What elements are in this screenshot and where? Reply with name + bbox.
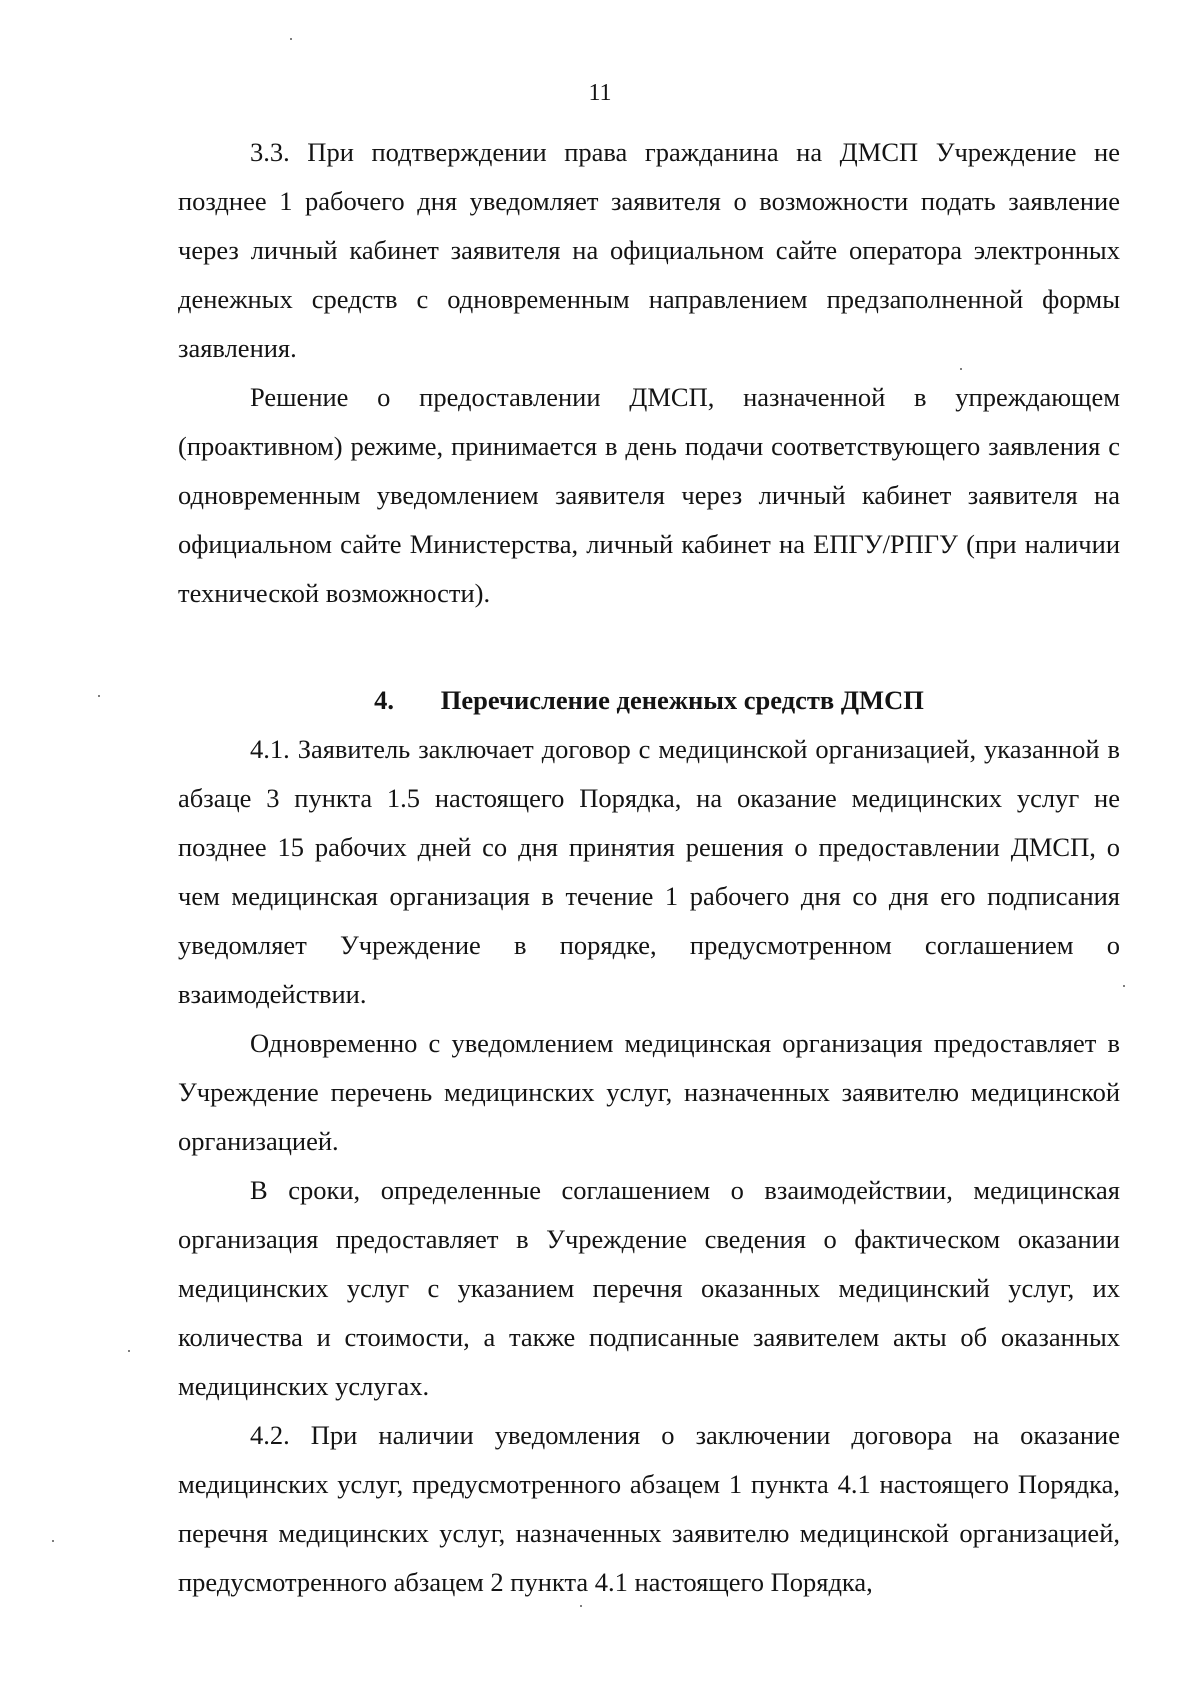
paragraph-4-2: 4.2. При наличии уведомления о заключении договора на оказание медицинских услуг, предусмотренного абзацем 1 пункта 4.1 настоящего Порядка, перечня медицинских услуг, назначенных заявителю медицинской организацией, предусмотренного абзацем 2 пункта 4.1 настоящего Порядка, — [178, 1420, 1120, 1597]
paragraph-actual-services: В сроки, определенные соглашением о взаимодействии, медицинская организация предоставляет в Учреждение сведения о фактическом оказании медицинских услуг с указанием перечня оказанных медицинский услуг, их количества и стоимости, а также подписанные заявителем акты об оказанных медицинских услугах. — [178, 1175, 1120, 1401]
paragraph-3-3: 3.3. При подтверждении права гражданина на ДМСП Учреждение не позднее 1 рабочего дня уведомляет заявителя о возможности подать заявление через личный кабинет заявителя на официальном сайте оператора электронных денежных средств с одновременным направлением предзаполненной формы заявления. — [178, 137, 1120, 363]
scan-speck — [960, 368, 962, 370]
section-number: 4. — [374, 685, 395, 715]
scan-speck — [98, 695, 100, 697]
scan-speck — [128, 1350, 130, 1352]
section-title: Перечисление денежных средств ДМСП — [440, 685, 924, 715]
scan-speck — [1123, 985, 1125, 987]
document-body — [178, 128, 1120, 1607]
scan-speck — [580, 1605, 582, 1607]
scan-speck — [290, 38, 292, 40]
scan-speck — [52, 1540, 54, 1542]
paragraph-proactive-decision: Решение о предоставлении ДМСП, назначенной в упреждающем (проактивном) режиме, принимается в день подачи соответствующего заявления с одновременным уведомлением заявителя через личный кабинет заявителя на официальном сайте Министерства, личный кабинет на ЕПГУ/РПГУ (при наличии технической возможности). — [178, 382, 1120, 608]
paragraph-services-list: Одновременно с уведомлением медицинская организация предоставляет в Учреждение перечень медицинских услуг, назначенных заявителю медицинской организацией. — [178, 1028, 1120, 1156]
section-heading — [178, 676, 1120, 725]
page-number: 11 — [588, 80, 612, 106]
paragraph-4-1: 4.1. Заявитель заключает договор с медицинской организацией, указанной в абзаце 3 пункта 1.5 настоящего Порядка, на оказание медицинских услуг не позднее 15 рабочих дней со дня принятия решения о предоставлении ДМСП, о чем медицинская организация в течение 1 рабочего дня со дня его подписания уведомляет Учреждение в порядке, предусмотренном соглашением о взаимодействии. — [178, 734, 1120, 1009]
